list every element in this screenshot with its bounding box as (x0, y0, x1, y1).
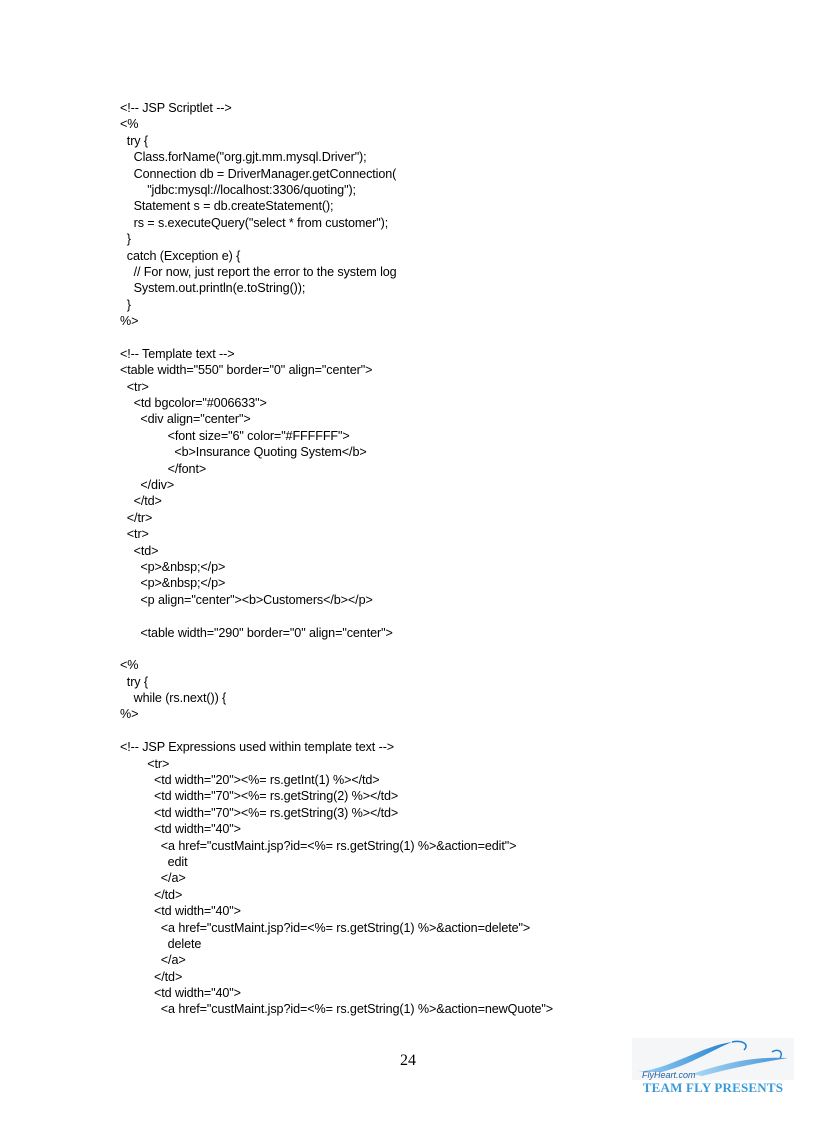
code-line: <!-- Template text --> (120, 346, 235, 361)
code-line: try { (120, 133, 148, 148)
code-line: <tr> (120, 379, 149, 394)
code-line: <a href="custMaint.jsp?id=<%= rs.getString(1) %>&action=newQuote"> (120, 1002, 554, 1017)
code-line: } (120, 232, 131, 247)
code-line: "jdbc:mysql://localhost:3306/quoting"); (120, 182, 356, 197)
code-line: System.out.println(e.toString()); (120, 281, 306, 296)
code-line (120, 329, 553, 345)
code-line: <% (120, 658, 139, 673)
code-line: <p align="center"><b>Customers</b></p> (120, 592, 373, 607)
code-line: <a href="custMaint.jsp?id=<%= rs.getString(1) %>&action=delete"> (120, 920, 531, 935)
code-line: <p>&nbsp;</p> (120, 559, 226, 574)
code-line: Connection db = DriverManager.getConnection( (120, 166, 397, 181)
code-line: <td width="40"> (120, 986, 241, 1001)
code-line: <td width="70"><%= rs.getString(3) %></td> (120, 805, 399, 820)
code-line: <p>&nbsp;</p> (120, 576, 226, 591)
code-line: </td> (120, 969, 183, 984)
page-number: 24 (400, 1052, 416, 1069)
code-line: while (rs.next()) { (120, 691, 227, 706)
team-fly-logo (632, 1038, 794, 1100)
code-line: <table width="550" border="0" align="center"> (120, 363, 373, 378)
code-line: } (120, 297, 131, 312)
code-line: <b>Insurance Quoting System</b> (120, 445, 367, 460)
code-line: // For now, just report the error to the system log (120, 264, 397, 279)
code-line: <td width="40"> (120, 822, 241, 837)
code-line: <table width="290" border="0" align="center"> (120, 625, 393, 640)
code-line: edit (120, 854, 188, 869)
code-line: </a> (120, 871, 186, 886)
code-line: Statement s = db.createStatement(); (120, 199, 334, 214)
code-line: </td> (120, 887, 183, 902)
code-line: <td width="20"><%= rs.getInt(1) %></td> (120, 773, 380, 788)
code-line: <div align="center"> (120, 412, 251, 427)
code-line: <tr> (120, 756, 170, 771)
code-line: try { (120, 674, 148, 689)
logo-swoosh-icon (632, 1038, 794, 1080)
code-line: delete (120, 936, 202, 951)
code-line: %> (120, 314, 139, 329)
code-line (120, 723, 553, 739)
code-line: </tr> (120, 510, 153, 525)
code-line: <td> (120, 543, 159, 558)
code-line: </td> (120, 494, 162, 509)
code-listing (120, 100, 553, 1018)
code-line: </div> (120, 477, 175, 492)
code-line: <font size="6" color="#FFFFFF"> (120, 428, 350, 443)
code-line: %> (120, 707, 139, 722)
code-line: <a href="custMaint.jsp?id=<%= rs.getString(1) %>&action=edit"> (120, 838, 517, 853)
code-line: Class.forName("org.gjt.mm.mysql.Driver"); (120, 150, 367, 165)
code-line (120, 641, 553, 657)
code-line (120, 608, 553, 624)
code-line: <td width="70"><%= rs.getString(2) %></td> (120, 789, 399, 804)
code-line: <td bgcolor="#006633"> (120, 396, 267, 411)
logo-caption: TEAM FLY PRESENTS (642, 1080, 784, 1095)
code-line: </a> (120, 953, 186, 968)
code-line: <!-- JSP Expressions used within template text --> (120, 740, 395, 755)
code-line: catch (Exception e) { (120, 248, 241, 263)
code-line: </font> (120, 461, 207, 476)
code-line: rs = s.executeQuery("select * from customer"); (120, 215, 389, 230)
code-line: <!-- JSP Scriptlet --> (120, 101, 232, 115)
code-line: <td width="40"> (120, 904, 241, 919)
code-line: <tr> (120, 527, 149, 542)
code-line: <% (120, 117, 139, 132)
logo-site-text: FlyHeart.com (642, 1070, 696, 1080)
